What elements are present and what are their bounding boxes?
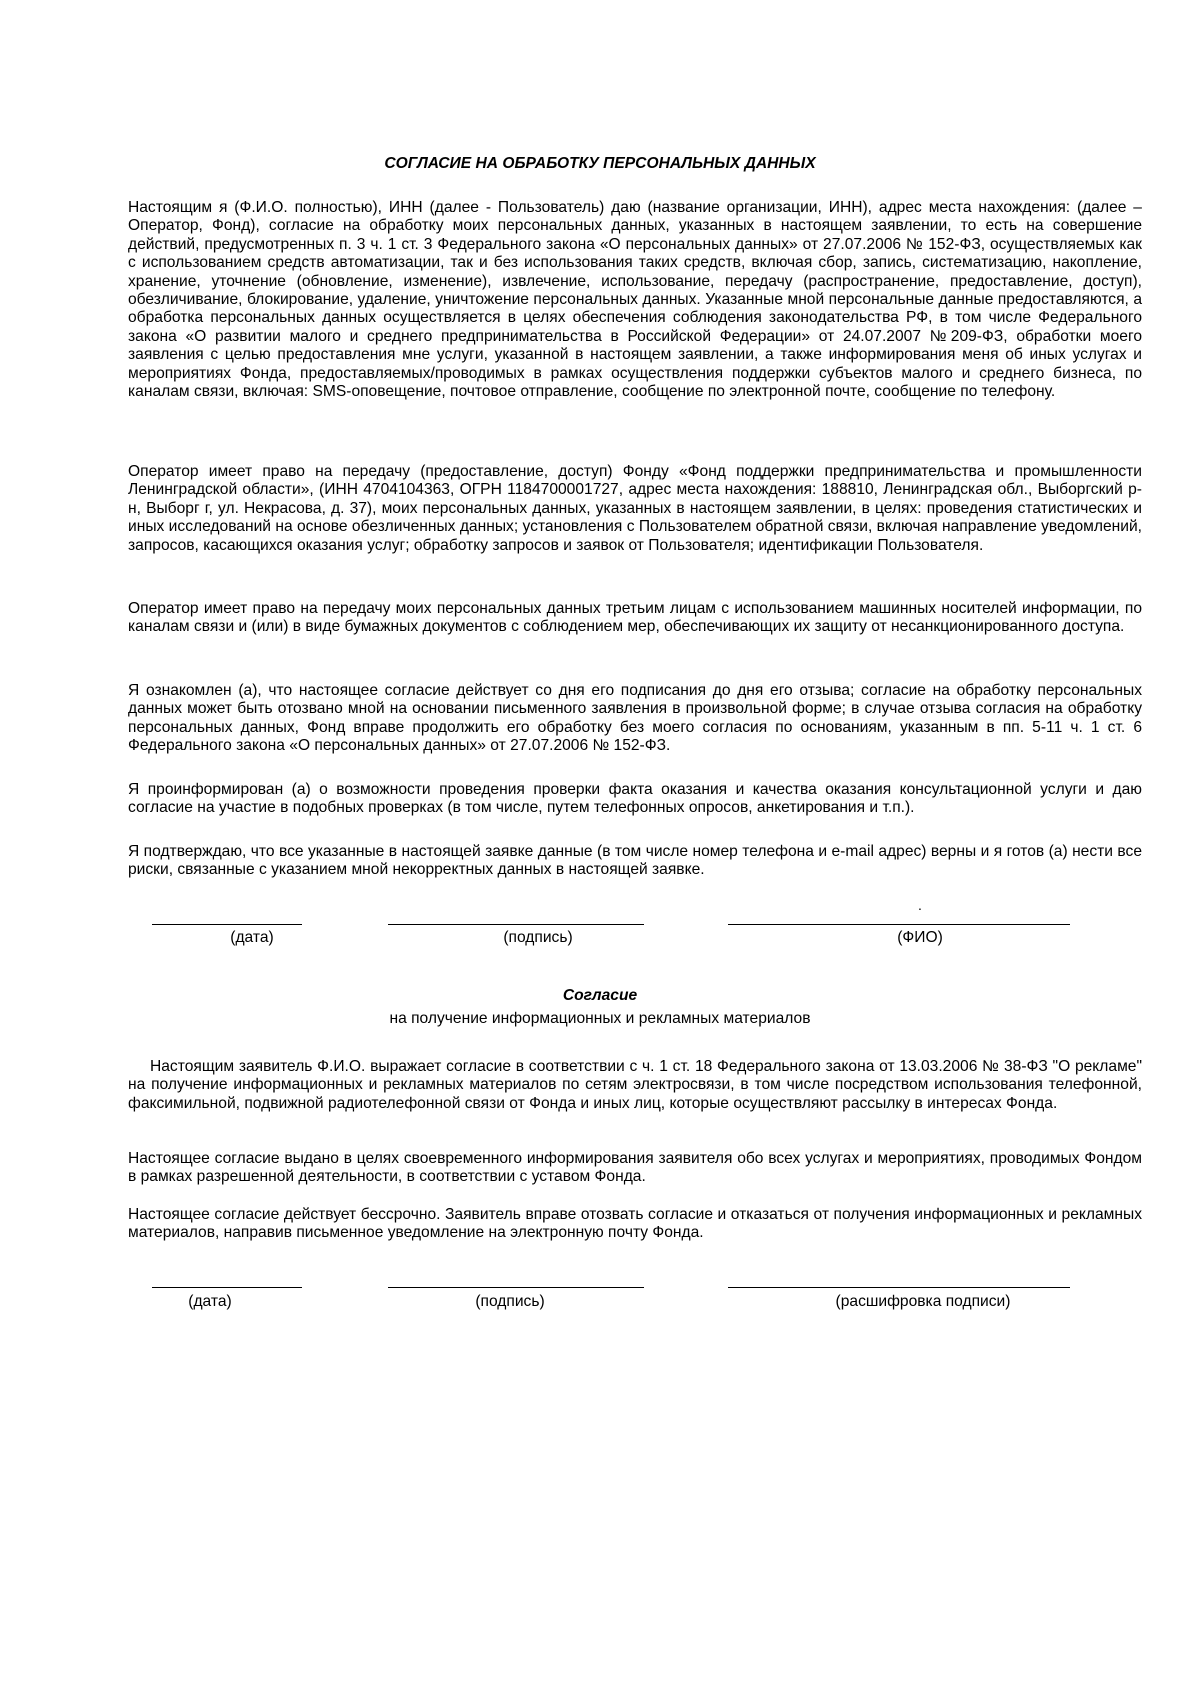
signature-label: (подпись) xyxy=(503,929,573,946)
advert-paragraph-2: Настоящее согласие выдано в целях своевременного информирования заявителя обо всех услугах и мероприятиях, проводимых Фондом в рамках разрешенной деятельности, в соответствии с уставом Фонда. xyxy=(128,1150,1142,1186)
stray-dot: . xyxy=(918,897,922,913)
consent-paragraph-1: Настоящим я (Ф.И.О. полностью), ИНН (далее - Пользователь) даю (название организации, ИНН), адрес места нахождения: (далее – Оператор, Фонд), согласие на обработку моих персональных данных, указанных в настоящем заявлении, то есть на совершение действий, предусмотренных п. 3 ч. 1 ст. 3 Федерального закона «О персональных данных» от 27.07.2006 № 152-ФЗ, осуществляемых как с использованием средств автоматизации, так и без использования таких средств, включая сбор, запись, систематизацию, накопление, хранение, уточнение (обновление, изменение), извлечение, использование, передачу (распространение, предоставление, доступ), обезличивание, блокирование, удаление, уничтожение персональных данных. Указанные мной персональные данные предоставляются, а обработка персональных данных осуществляется в целях обеспечения соблюдения законодательства РФ, в том числе Федерального закона «О развитии малого и среднего предпринимательства в Российской Федерации» от 24.07.2007 №209-ФЗ, обработки моего заявления с целью предоставления мне услуги, указанной в настоящем заявлении, а также информирования меня об иных услугах и мероприятиях Фонда, предоставляемых/проводимых в рамках осуществления поддержки субъектов малого и среднего бизнеса, по каналам связи, включая: SMS-оповещение, почтовое отправление, сообщение по электронной почте, сообщение по телефону. xyxy=(128,199,1142,401)
decoding-label: (расшифровка подписи) xyxy=(835,1293,1011,1310)
signature-line-2 xyxy=(388,1287,644,1288)
consent-paragraph-5: Я проинформирован (а) о возможности проведения проверки факта оказания и качества оказания консультационной услуги и даю согласие на участие в подобных проверках (в том числе, путем телефонных опросов, анкетирования и т.п.). xyxy=(128,781,1142,817)
date-label-2: (дата) xyxy=(188,1293,232,1310)
advert-paragraph-1: Настоящим заявитель Ф.И.О. выражает согласие в соответствии с ч. 1 ст. 18 Федерального закона от 13.03.2006 № 38-ФЗ "О рекламе" на получение информационных и рекламных материалов по сетям электросвязи, в том числе посредством использования телефонной, факсимильной, подвижной радиотелефонной связи от Фонда и иных лиц, которые осуществляют рассылку в интересах Фонда. xyxy=(128,1058,1142,1112)
signature-label-2: (подпись) xyxy=(475,1293,545,1310)
signature-line xyxy=(388,924,644,925)
date-line-2 xyxy=(152,1287,302,1288)
fio-line xyxy=(728,924,1070,925)
date-label: (дата) xyxy=(230,929,274,946)
advert-paragraph-3: Настоящее согласие действует бессрочно. Заявитель вправе отозвать согласие и отказаться от получения информационных и рекламных материалов, направив письменное уведомление на электронную почту Фонда. xyxy=(128,1206,1142,1242)
consent-paragraph-2: Оператор имеет право на передачу (предоставление, доступ) Фонду «Фонд поддержки предпринимательства и промышленности Ленинградской области», (ИНН 4704104363, ОГРН 1184700001727, адрес места нахождения: 188810, Ленинградская обл., Выборгский р-н, Выборг г, ул. Некрасова, д. 37), моих персональных данных, указанных в настоящем заявлении, в целях: проведения статистических и иных исследований на основе обезличенных данных; установления с Пользователем обратной связи, включая направление уведомлений, запросов, касающихся оказания услуг; обработку запросов и заявок от Пользователя; идентификации Пользователя. xyxy=(128,463,1142,554)
document-title: СОГЛАСИЕ НА ОБРАБОТКУ ПЕРСОНАЛЬНЫХ ДАННЫХ xyxy=(384,155,816,172)
consent-paragraph-4: Я ознакомлен (а), что настоящее согласие действует со дня его подписания до дня его отзыва; согласие на обработку персональных данных может быть отозвано мной на основании письменного заявления в произвольной форме; в случае отзыва согласия на обработку персональных данных, Фонд вправе продолжить его обработку без моего согласия по основаниям, указанным в пп. 5-11 ч. 1 ст. 6 Федерального закона «О персональных данных» от 27.07.2006 № 152-ФЗ. xyxy=(128,682,1142,755)
decoding-line xyxy=(728,1287,1070,1288)
fio-label: (ФИО) xyxy=(897,929,943,946)
consent-paragraph-3: Оператор имеет право на передачу моих персональных данных третьим лицам с использованием машинных носителей информации, по каналам связи и (или) в виде бумажных документов с соблюдением мер, обеспечивающих их защиту от несанкционированного доступа. xyxy=(128,600,1142,636)
consent-paragraph-6: Я подтверждаю, что все указанные в настоящей заявке данные (в том числе номер телефона и e-mail адрес) верны и я готов (а) нести все риски, связанные с указанием мной некорректных данных в настоящей заявке. xyxy=(128,843,1142,879)
second-consent-caption: на получение информационных и рекламных материалов xyxy=(389,1010,811,1027)
second-consent-title: Согласие xyxy=(562,987,638,1004)
date-line xyxy=(152,924,302,925)
